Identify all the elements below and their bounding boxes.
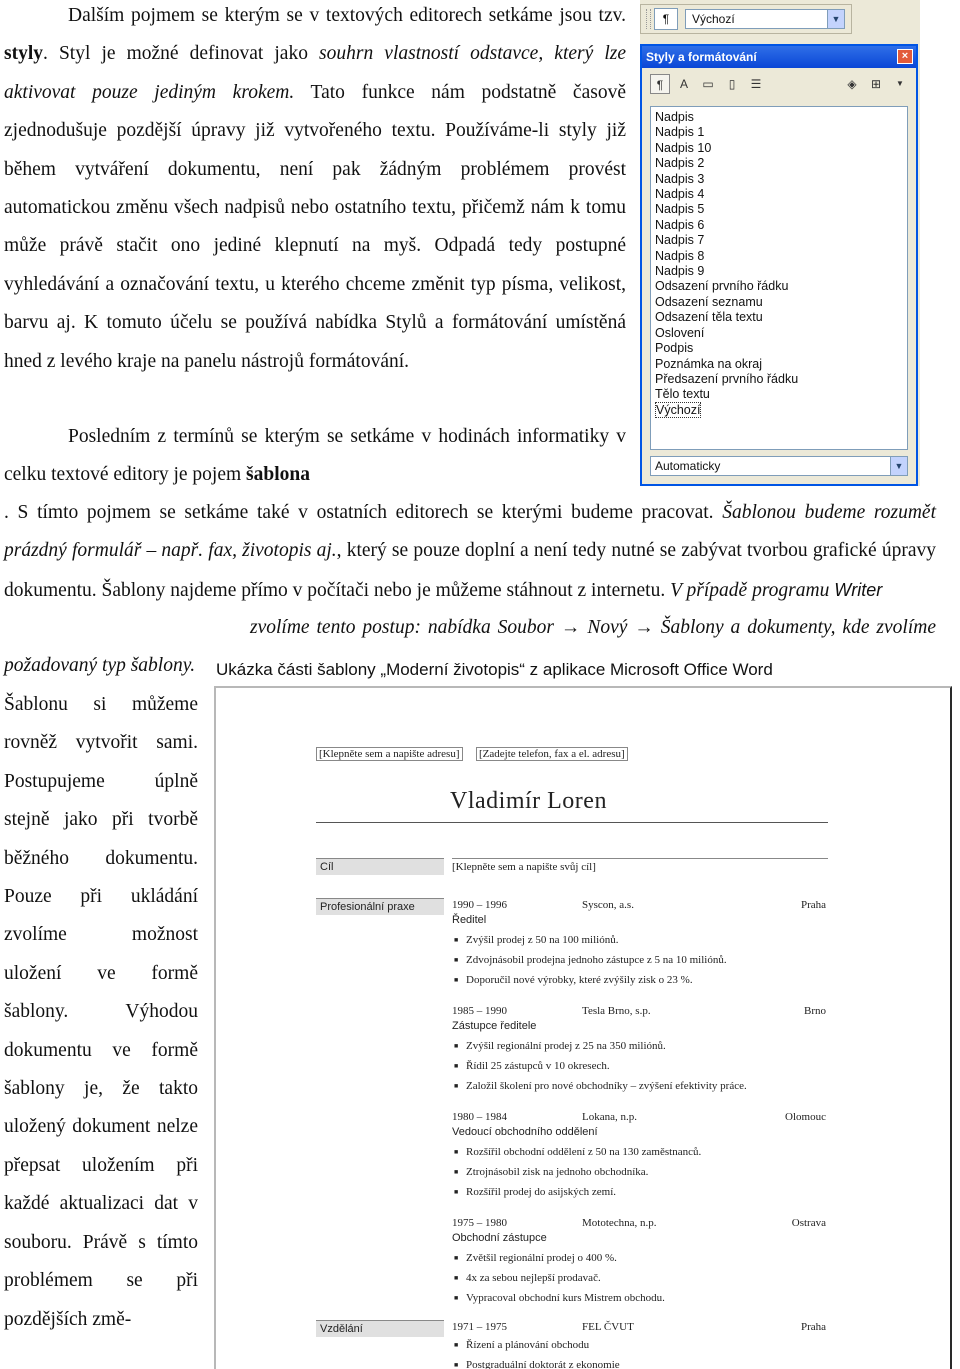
p2-text-d: Šablony najdeme přímo v počítači nebo je můžeme stáhnout z internetu.	[101, 579, 666, 601]
close-icon[interactable]: ×	[897, 49, 913, 64]
style-item[interactable]: Podpis	[655, 341, 694, 356]
p1-text-c: Tato funkce nám podstatně časově zjednodušuje pozdější úpravy již vytvořeného textu. Používáme-li styly již během vytváření dokumentu, není pak žádným problémem provést automatickou změnu všech nadpisů nebo ostatního textu, přičemž nám k tomu může právě stačit ono jediné klepnutí na myš. Odpadá tedy postupné vyhledávání a označování textu, u kterého chceme změnit typ písma, velikost, barvu aj. K tomuto účelu se používá nabídka Stylů a formátování umístěná hned z levého kraje na panelu nástrojů formátování.	[4, 81, 626, 372]
style-item[interactable]: Oslovení	[655, 325, 705, 340]
goal-label: Cíl	[316, 858, 444, 875]
p2-text-a: Posledním z termínů se kterým se setkáme v hodinách informatiky v celku textové editory je pojem	[4, 426, 626, 486]
style-item[interactable]: Odsazení seznamu	[655, 294, 763, 309]
chevron-down-icon[interactable]: ▼	[827, 10, 844, 28]
style-item[interactable]: Předsazení prvního řádku	[655, 371, 799, 386]
name-rule	[316, 822, 828, 823]
style-filter-combo[interactable]	[650, 456, 908, 476]
phone-placeholder: [Zadejte telefon, fax a el. adresu]	[476, 748, 628, 760]
style-combo[interactable]	[685, 9, 845, 29]
p2-italic-writer-a: V případě programu	[670, 579, 830, 601]
job-entry: 1990 – 1996 Syscon, a.s. Praha Ředitel ■ Zvýšil prodej z 50 na 100 miliónů. ■ Zdvojnásobil prodejna jednoho zástupce z 5 na 10 miliónů. ■ Doporučil nové výrobky, které zvýšily zisk o 23 %.	[452, 898, 828, 990]
style-item-selected-label: Výchozí	[656, 402, 701, 417]
p2-italic-writer-b: zvolíme tento postup: nabídka Soubor → Nový → Šablony a dokumenty, kde zvolíme požadovaný typ šablony.	[4, 617, 936, 677]
style-item[interactable]: Poznámka na okraj	[655, 356, 763, 371]
p2-writer-name: Writer	[834, 579, 883, 600]
paragraph-templates-full	[4, 494, 936, 610]
resume-name: Vladimír Loren	[450, 788, 607, 814]
formatting-toolbar	[640, 4, 852, 34]
address-placeholder: [Klepněte sem a napište adresu]	[316, 748, 463, 760]
style-item[interactable]: Nadpis 5	[655, 202, 705, 217]
style-item[interactable]: Nadpis 1	[655, 125, 705, 140]
style-item[interactable]: Odsazení prvního řádku	[655, 279, 789, 294]
job-entry: 1985 – 1990 Tesla Brno, s.p. Brno Zástupce ředitele ■ Zvýšil regionální prodej z 25 na 350 miliónů. ■ Řídil 25 zástupců v 10 okresech. ■ Založil školení pro nové obchodníky – zvýšení efektivity práce.	[452, 1004, 828, 1096]
education-label: Vzdělání	[316, 1320, 444, 1337]
style-item-selected[interactable]	[655, 403, 907, 418]
job-entry: 1980 – 1984 Lokana, n.p. Olomouc Vedoucí obchodního oddělení ■ Rozšířil obchodní oddělení z 50 na 130 zaměstnanců. ■ Ztrojnásobil zisk na jednoho obchodníka. ■ Rozšířil prodej do asijských zemí.	[452, 1110, 828, 1202]
style-item[interactable]: Tělo textu	[655, 387, 710, 402]
style-item[interactable]: Nadpis 4	[655, 187, 705, 202]
style-item[interactable]: Nadpis 6	[655, 217, 705, 232]
paragraph-styles	[4, 0, 626, 381]
p2-text-e: Šablonu si můžeme rovněž vytvořit sami. Postupujeme úplně stejně jako při tvorbě běžného dokumentu. Pouze při ukládání zvolíme možnost uložení ve formě šablony. Výhodou dokumentu ve formě šablony je, že takto uložený dokument nelze přepsat uložením při každé aktualizaci dat v souboru. Právě s tímto problémem se při pozdějších změ-	[4, 694, 198, 1330]
styles-window	[640, 44, 918, 486]
fill-format-icon[interactable]: ◈	[847, 77, 857, 91]
p1-text-a: Dalším pojmem se kterým se v textových editorech setkáme jsou tzv.	[68, 5, 626, 26]
style-item[interactable]: Nadpis 2	[655, 156, 705, 171]
style-item[interactable]: Nadpis 10	[655, 140, 712, 155]
p2-bold-sablona: šablona	[246, 464, 310, 486]
styles-window-title: Styly a formátování	[646, 50, 757, 64]
education-entry: 1971 – 1975 FEL ČVUT Praha ■ Řízení a plánování obchodu ■ Postgraduální doktorát z ekonomie	[452, 1320, 828, 1369]
toolbar-grip[interactable]	[646, 9, 651, 29]
character-styles-icon[interactable]: A	[679, 77, 688, 91]
style-item[interactable]: Nadpis	[655, 110, 694, 124]
paragraph-templates-top	[4, 418, 626, 495]
paragraph-narrow-column	[4, 686, 198, 1339]
resume-template-preview	[214, 686, 952, 1369]
job-entry: 1975 – 1980 Mototechna, n.p. Ostrava Obchodní zástupce ■ Zvětšil regionální prodej o 400 %. ■ 4x za sebou nejlepší prodavač. ■ Vypracoval obchodní kurs Mistrem obchodu.	[452, 1216, 828, 1308]
goal-placeholder: [Klepněte sem a napište svůj cíl]	[452, 858, 828, 876]
list-styles-icon[interactable]: ☰	[750, 77, 762, 91]
style-item[interactable]: Nadpis 7	[655, 233, 705, 248]
style-item[interactable]: Nadpis 8	[655, 248, 705, 263]
p1-bold-styly: styly	[4, 43, 43, 65]
figure-caption: Ukázka části šablony „Moderní životopis“ z aplikace Microsoft Office Word	[216, 660, 773, 679]
styles-formatting-icon[interactable]: ¶	[654, 8, 678, 30]
p1-italic-definition: souhrn vlastností odstavce, který lze aktivovat pouze jediným krokem.	[4, 43, 626, 103]
experience-label: Profesionální praxe	[316, 898, 444, 915]
style-item[interactable]: Nadpis 3	[655, 171, 705, 186]
styles-panel-toolbar	[642, 68, 916, 98]
p2-text-c: , který se pouze doplní a není tedy nutné se zabývat tvorbou grafické úpravy dokumentu.	[4, 540, 936, 601]
frame-styles-icon[interactable]: ▭	[702, 77, 714, 91]
dropdown-arrow-icon[interactable]: ▼	[896, 79, 904, 88]
style-item[interactable]: Odsazení těla textu	[655, 310, 763, 325]
chevron-down-icon[interactable]: ▼	[890, 457, 907, 475]
p1-text-b: . Styl je možné definovat jako	[43, 43, 308, 65]
p2-text-b: . S tímto pojmem se setkáme také v ostatních editorech se kterými budeme pracovat.	[4, 502, 714, 523]
style-item[interactable]: Nadpis 9	[655, 264, 705, 279]
page-styles-icon[interactable]: ▯	[728, 77, 736, 91]
style-list[interactable]	[650, 106, 908, 450]
styles-window-titlebar	[642, 46, 916, 68]
style-combo-value: Výchozí	[692, 12, 735, 26]
new-style-icon[interactable]: ⊞	[870, 77, 882, 91]
paragraph-styles-icon[interactable]: ¶	[650, 74, 670, 94]
p2-italic-definition: Šablonou budeme rozumět prázdný formulář – např. fax, životopis aj.	[4, 502, 937, 562]
style-filter-value: Automaticky	[655, 459, 721, 473]
